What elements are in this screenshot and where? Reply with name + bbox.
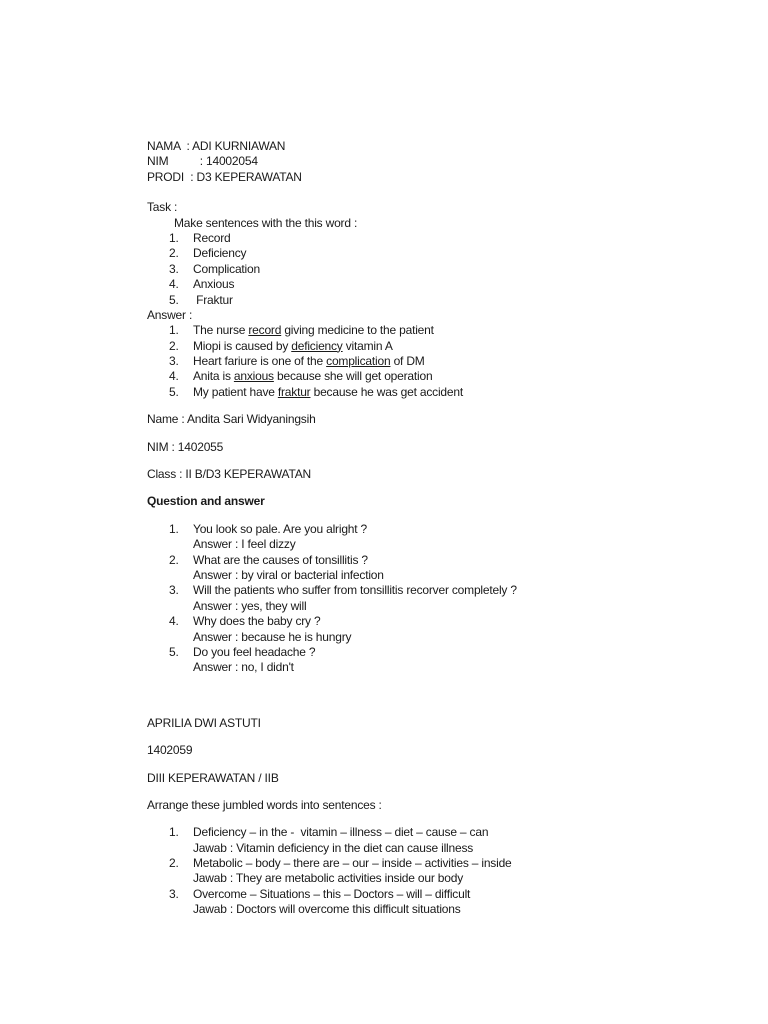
question-item: 1. You look so pale. Are you alright ?	[169, 521, 368, 536]
jumble-instruction: Arrange these jumbled words into sentences :	[147, 797, 382, 812]
prodi-line: PRODI : D3 KEPERAWATAN	[147, 169, 302, 184]
nim-line: NIM : 14002054	[147, 154, 258, 169]
answer-sentence: 4. Anita is anxious because she will get operation	[169, 369, 433, 384]
answer-sentence: 5. My patient have fraktur because he was get accident	[169, 384, 463, 399]
task-word: 2. Deficiency	[169, 246, 247, 261]
question-item: 2. What are the causes of tonsillitis ?	[169, 552, 368, 567]
task-instruction: Make sentences with the this word :	[174, 215, 358, 230]
task-word: 1. Record	[169, 230, 231, 245]
question-item: 3. Will the patients who suffer from tonsillitis recorver completely ?	[169, 583, 517, 598]
jumble-item: 1. Deficiency – in the - vitamin – illness – diet – cause – can	[169, 825, 489, 840]
question-item: 5. Do you feel headache ?	[169, 644, 316, 659]
student-name: APRILIA DWI ASTUTI	[147, 715, 261, 730]
student-class: DIII KEPERAWATAN / IIB	[147, 770, 279, 785]
answer-sentence: 1. The nurse record giving medicine to the patient	[169, 323, 434, 338]
name-line: Name : Andita Sari Widyaningsih	[147, 412, 316, 427]
nim-line: NIM : 1402055	[147, 439, 224, 454]
question-answer: Answer : because he is hungry	[193, 629, 352, 644]
answer-label: Answer :	[147, 307, 193, 322]
section-heading: Question and answer	[147, 494, 265, 509]
class-line: Class : II B/D3 KEPERAWATAN	[147, 467, 311, 482]
jumble-item: 2. Metabolic – body – there are – our – inside – activities – inside	[169, 856, 512, 871]
nama-line: NAMA : ADI KURNIAWAN	[147, 139, 286, 153]
question-answer: Answer : yes, they will	[193, 598, 307, 613]
student-nim: 1402059	[147, 743, 193, 758]
question-answer: Answer : no, I didn't	[193, 660, 294, 675]
jumble-answer: Jawab : Doctors will overcome this difficult situations	[193, 902, 461, 917]
answer-sentence: 3. Heart fariure is one of the complication of DM	[169, 354, 425, 369]
task-label: Task :	[147, 200, 178, 215]
question-item: 4. Why does the baby cry ?	[169, 614, 321, 629]
answer-sentence: 2. Miopi is caused by deficiency vitamin A	[169, 338, 393, 353]
task-word: 3. Complication	[169, 261, 260, 276]
question-answer: Answer : I feel dizzy	[193, 537, 296, 552]
document-page	[147, 139, 707, 918]
jumble-answer: Jawab : They are metabolic activities inside our body	[193, 871, 463, 886]
question-answer: Answer : by viral or bacterial infection	[193, 567, 384, 582]
task-word: 4. Anxious	[169, 277, 235, 292]
task-word: 5. Fraktur	[169, 292, 233, 307]
jumble-answer: Jawab : Vitamin deficiency in the diet can cause illness	[193, 840, 474, 855]
jumble-item: 3. Overcome – Situations – this – Doctors – will – difficult	[169, 886, 471, 901]
